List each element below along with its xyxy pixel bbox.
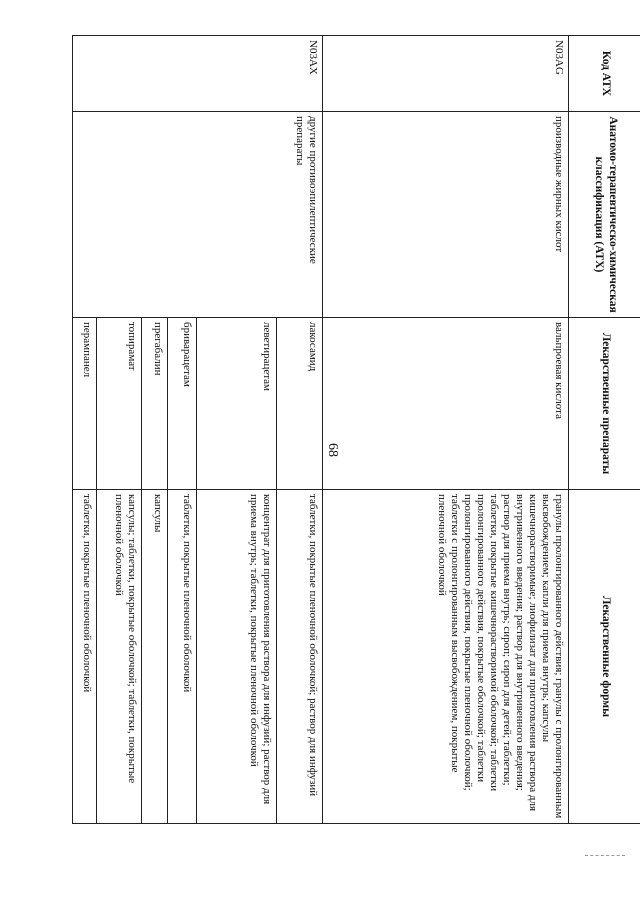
cell-code: N03AG: [323, 36, 569, 112]
cell-forms: капсулы; таблетки, покрытые оболочкой; таблетки, покрытые пленочной оболочкой: [97, 490, 141, 824]
header-drugs: Лекарственные препараты: [568, 318, 640, 490]
header-forms: Лекарственные формы: [568, 490, 640, 824]
cell-atx: производные жирных кислот: [323, 112, 569, 318]
footer-divider: [585, 855, 625, 857]
cell-forms: таблетки, покрытые пленочной оболочкой; раствор для инфузий: [276, 490, 322, 824]
cell-forms: концентрат для приготовления раствора для инфузий; раствор для приема внутрь; таблетки, покрытые пленочной оболочкой: [196, 490, 276, 824]
cell-drug: лакосамид: [276, 318, 322, 490]
header-atx: Анатомо-терапевтическо-химическая классификация (АТХ): [568, 112, 640, 318]
cell-forms: гранулы пролонгированного действия; гранулы с пролонгированным высвобождением; капли для приема внутрь; капсулы кишечнорастворимые; лиофилизат для приготовления раствора для внутривенного введения; раствор для внутривенного введения; раствор для приема внутрь; сироп; сироп для детей; таблетки; таблетки, покрытые кишечнорастворимой оболочкой; таблетки пролонгированного действия, покрытые оболочкой; таблетки пролонгированного действия, покрытые пленочной оболочкой; таблетки с пролонгированным высвобождением, покрытые пленочной оболочкой: [323, 490, 569, 824]
cell-drug: топирамат: [97, 318, 141, 490]
table-header-row: [568, 36, 640, 824]
table-row: [276, 36, 322, 824]
table-container: [72, 35, 640, 823]
cell-atx: другие противоэпилептические препараты: [73, 112, 323, 318]
cell-drug: вальпроевая кислота: [323, 318, 569, 490]
cell-forms: капсулы: [141, 490, 168, 824]
cell-forms: таблетки, покрытые пленочной оболочкой: [168, 490, 197, 824]
rotated-table-frame: [72, 35, 640, 823]
cell-drug: прегабалин: [141, 318, 168, 490]
table-row: [323, 36, 569, 824]
cell-drug: леветирацетам: [196, 318, 276, 490]
header-code: Код АТХ: [568, 36, 640, 112]
cell-forms: таблетки, покрытые пленочной оболочкой: [73, 490, 97, 824]
cell-drug: перампанел: [73, 318, 97, 490]
cell-code: N03AX: [73, 36, 323, 112]
cell-drug: бриварацетам: [168, 318, 197, 490]
drug-classification-table: [72, 35, 640, 824]
page-number: 68: [325, 443, 340, 457]
